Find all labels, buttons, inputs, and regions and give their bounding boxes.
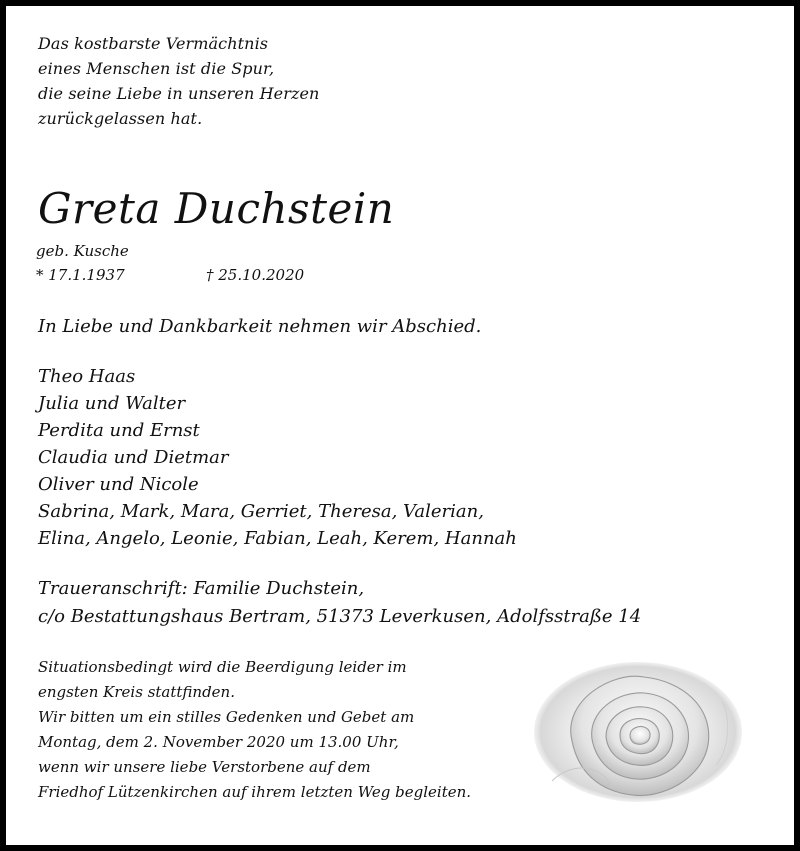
quote-line: eines Menschen ist die Spur, — [38, 59, 275, 78]
mourner-line: Sabrina, Mark, Mara, Gerriet, Theresa, Valerian, — [38, 501, 484, 522]
notice-line: Wir bitten um ein stilles Gedenken und Gebet am — [38, 708, 415, 726]
quote-line: die seine Liebe in unseren Herzen — [38, 84, 320, 103]
notice-line: Situationsbedingt wird die Beerdigung leider im — [38, 658, 407, 676]
mourner-line: Claudia und Dietmar — [38, 447, 229, 468]
deceased-name: Greta Duchstein — [38, 184, 395, 233]
mourner-line: Elina, Angelo, Leonie, Fabian, Leah, Kerem, Hannah — [38, 528, 517, 549]
mourner-line: Perdita und Ernst — [38, 420, 200, 441]
rose-image — [532, 661, 744, 803]
birth-date: * 17.1.1937 — [36, 266, 125, 284]
mourner-line: Julia und Walter — [38, 393, 186, 414]
mourner-line: Theo Haas — [38, 366, 136, 387]
death-date: † 25.10.2020 — [206, 266, 305, 284]
notice-line: engsten Kreis stattfinden. — [38, 683, 235, 701]
mourner-line: Oliver und Nicole — [38, 474, 199, 495]
address-line: Traueranschrift: Familie Duchstein, — [38, 578, 365, 599]
notice-line: Montag, dem 2. November 2020 um 13.00 Uhr, — [38, 733, 399, 751]
farewell-text: In Liebe und Dankbarkeit nehmen wir Abschied. — [38, 316, 482, 337]
maiden-name: geb. Kusche — [36, 242, 129, 260]
quote-line: Das kostbarste Vermächtnis — [38, 34, 269, 53]
notice-line: wenn wir unsere liebe Verstorbene auf dem — [38, 758, 371, 776]
quote-line: zurückgelassen hat. — [38, 109, 203, 128]
notice-line: Friedhof Lützenkirchen auf ihrem letzten Weg begleiten. — [38, 783, 472, 801]
address-line: c/o Bestattungshaus Bertram, 51373 Leverkusen, Adolfsstraße 14 — [38, 606, 642, 627]
